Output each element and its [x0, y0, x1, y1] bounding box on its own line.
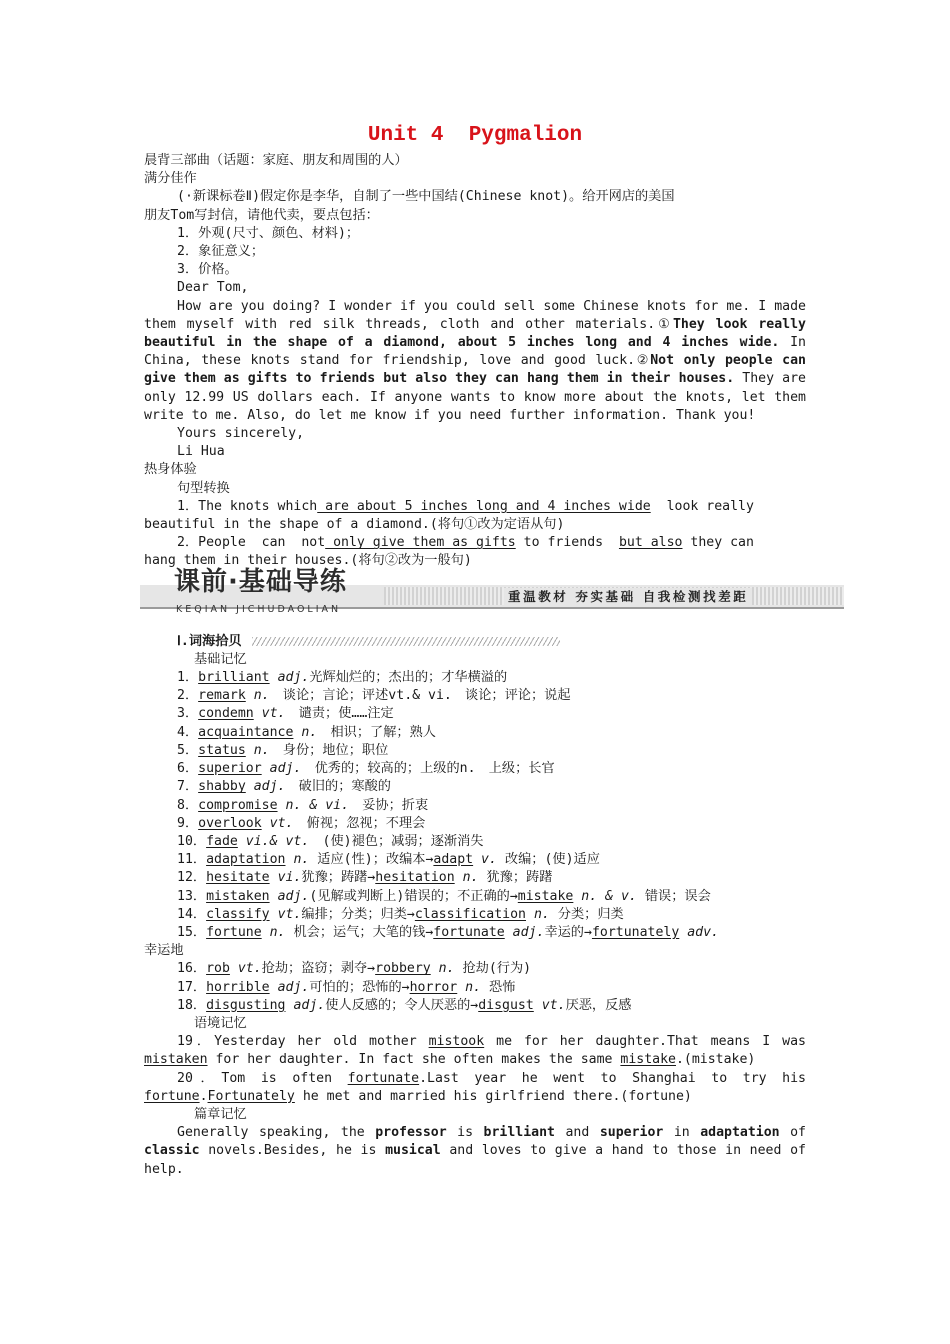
item-number: 14． [177, 906, 207, 922]
vocab-word: remark [198, 688, 246, 704]
item-number: 11． [177, 852, 207, 868]
part-of-speech: n. [457, 979, 482, 995]
derived-word: adapt [433, 852, 474, 868]
letter-signature: Li Hua [177, 444, 225, 460]
warmup-heading: 热身体验 [144, 462, 197, 478]
vocab-item [144, 815, 806, 833]
letter-key-sentence-2: Not only people can give them as gifts to friends but also they can hang them in their houses. [144, 353, 806, 387]
definition: 机会；运气；大笔的钱→ [285, 924, 434, 940]
definition: 优秀的；较高的；上级的n. 上级；长官 [301, 761, 555, 777]
derived-word: horror [409, 979, 458, 995]
vocab-item [144, 687, 806, 705]
item-number: 9． [177, 815, 199, 831]
section-banner [140, 566, 844, 623]
vocab-word: shabby [198, 779, 246, 795]
vocab-word: mistaken [206, 888, 270, 904]
warmup-subheading: 句型转换 [177, 480, 230, 496]
key-word: brilliant [483, 1125, 555, 1141]
part-of-speech: vt. [277, 906, 302, 922]
letter-closing: Yours sincerely, [177, 426, 305, 442]
part-of-speech: vt. [533, 997, 566, 1013]
item-number: 16． [177, 961, 207, 977]
letter-text: They are only 12.99 US dollars each. If anyone wants to know more about the knots, let them write to me. Also, do let me know if you need further information. Thank you! [144, 371, 806, 423]
part-of-speech: n. [269, 924, 286, 940]
item-number: 10． [177, 833, 207, 849]
vocab-word: hesitate [206, 870, 270, 886]
part-of-speech: n. [293, 852, 310, 868]
vocab-word: classify [206, 906, 270, 922]
answer-word: Fortunately [207, 1088, 295, 1104]
derived-word: fortunately [591, 924, 680, 940]
item-number: 4． [177, 724, 199, 740]
letter-text: How are you doing? I wonder if you could sell some Chinese knots for me. I made them myself with red silk threads, cloth and other materials.① [144, 298, 806, 332]
part-of-speech: vi.& vt. [245, 833, 310, 849]
vocab-item-continuation: 幸运地 [144, 943, 184, 959]
definition: 破旧的；寒酸的 [285, 779, 391, 795]
context-sentence-19 [144, 1033, 806, 1069]
vocab-word: disgusting [206, 997, 286, 1013]
exercise-1-line-2: beautiful in the shape of a diamond.(将句①改为定语从句) [144, 517, 565, 533]
definition: 厌恶，反感 [565, 997, 632, 1013]
sentence-text: me for her daughter.That means I was [484, 1034, 807, 1050]
item-number: 12． [177, 870, 207, 886]
answer-word: fortunate [347, 1070, 420, 1086]
letter-greeting: Dear Tom, [177, 280, 249, 296]
passage-text: novels.Besides, he is [199, 1143, 386, 1159]
answer-word: mistake [620, 1052, 676, 1068]
vocab-word: compromise [198, 797, 278, 813]
part-of-speech: adj. [253, 779, 286, 795]
vocab-item [144, 869, 806, 887]
exercise-text: 2．People can not [177, 535, 326, 551]
vocab-item [144, 705, 806, 723]
hatch-divider [252, 637, 560, 646]
part-of-speech: adj. [269, 761, 302, 777]
vocab-word: acquaintance [198, 724, 294, 740]
part-of-speech: adj. [293, 997, 326, 1013]
exercise-answer: are about 5 inches long and 4 inches wide [317, 498, 651, 514]
sentence-text: he met and married his girlfriend there.(fortune) [294, 1088, 692, 1104]
exercise-text: 1．The knots which [177, 498, 318, 514]
derived-word: fortunate [433, 924, 505, 940]
part-of-speech: n. [430, 961, 455, 977]
passage-text: and [555, 1125, 600, 1141]
derived-word: disgust [478, 997, 534, 1013]
definition: 犹豫；踌躇→ [301, 870, 376, 886]
vocab-word: condemn [198, 706, 254, 722]
key-word: adaptation [700, 1125, 780, 1141]
vocab-item [144, 669, 806, 687]
vocab-item [144, 724, 806, 742]
key-word: superior [599, 1125, 664, 1141]
vocab-subheading-context: 语境记忆 [194, 1015, 247, 1031]
definition: 妥协；折衷 [349, 797, 429, 813]
part-of-speech: n. [454, 870, 479, 886]
part-of-speech: n. [301, 724, 318, 740]
item-number: 18． [177, 997, 207, 1013]
derived-word: hesitation [375, 870, 455, 886]
context-sentence-20 [144, 1070, 806, 1106]
sentence-text: 19．Yesterday her old mother [177, 1034, 429, 1050]
derived-word: classification [414, 906, 526, 922]
letter-key-sentence-1: They look really beautiful in the shape of a diamond, about 5 inches long and 4 inches wide. [144, 316, 806, 351]
item-number: 17． [177, 979, 207, 995]
document-page [144, 122, 806, 1179]
definition: 可怕的；恐怖的→ [309, 979, 410, 995]
definition: 抢劫；盗窃；剥夺→ [261, 961, 376, 977]
passage-text: in [663, 1125, 701, 1141]
exercise-text: to friends [515, 535, 619, 551]
definition: 编排；分类；归类→ [301, 906, 415, 922]
item-number: 8． [177, 797, 199, 813]
definition: 改编；(使)适应 [496, 852, 600, 868]
vocab-item [144, 797, 806, 815]
item-number: 3． [177, 706, 199, 722]
item-number: 5． [177, 742, 199, 758]
sentence-text: .Last year he went to Shanghai to try his [419, 1070, 806, 1086]
vocab-subheading-basic: 基础记忆 [194, 651, 247, 667]
passage-text: of [779, 1125, 806, 1141]
exercise-answer: but also [618, 535, 683, 551]
definition: (使)褪色；减弱；逐渐消失 [309, 833, 484, 849]
vocab-word: rob [206, 961, 230, 977]
banner-pinyin: KEQIAN JICHUDAOLIAN [176, 603, 342, 615]
item-number: 1． [177, 670, 199, 686]
passage-text: and loves to give a hand to those in need of help. [144, 1143, 806, 1177]
definition: 犹豫；踌躇 [478, 870, 553, 886]
definition: 使人反感的；令人厌恶的→ [325, 997, 479, 1013]
vocab-item [144, 833, 806, 851]
vocab-word: superior [198, 761, 262, 777]
vocab-word: fortune [206, 924, 262, 940]
definition: 抢劫(行为) [454, 961, 532, 977]
exercise-answer: only give them as gifts [325, 535, 516, 551]
item-number: 13． [177, 888, 207, 904]
letter-text: In China, these knots stand for friendship, love and good luck.② [144, 335, 806, 369]
point-item: 3．价格。 [177, 262, 238, 278]
definition: 俯视；忽视；不理会 [293, 815, 426, 831]
derived-word: mistake [517, 888, 574, 904]
vocab-item [144, 960, 806, 978]
definition: 身份；地位；职位 [269, 742, 389, 758]
vocab-word: adaptation [206, 852, 286, 868]
task-line-2: 朋友Tom写封信，请他代卖，要点包括： [144, 207, 379, 223]
exercise-2 [144, 534, 806, 552]
part-of-speech: n. & v. [573, 888, 637, 904]
definition: 谴责；使……注定 [285, 706, 394, 722]
item-number: 7． [177, 779, 199, 795]
vocab-item [144, 997, 806, 1015]
vocab-subheading-passage: 篇章记忆 [194, 1106, 247, 1122]
part-of-speech: n. & vi. [285, 797, 350, 813]
banner-title: 课前·基础导练 [174, 566, 347, 597]
definition: 适应(性)；改编本→ [309, 852, 434, 868]
sentence-text: . [199, 1088, 208, 1104]
key-word: classic [144, 1143, 200, 1159]
answer-word: fortune [144, 1088, 200, 1104]
answer-word: mistaken [144, 1052, 208, 1068]
vocab-word: overlook [198, 815, 262, 831]
vocab-word: brilliant [198, 670, 270, 686]
vocab-item [144, 742, 806, 760]
vocab-section-label: Ⅰ.词海拾贝 [177, 633, 242, 649]
part-of-speech: n. [253, 742, 270, 758]
part-of-speech: vt. [261, 706, 286, 722]
part-of-speech: vt. [269, 815, 294, 831]
vocab-item [144, 906, 806, 924]
definition: 恐怖 [481, 979, 516, 995]
definition: 幸运的→ [544, 924, 592, 940]
point-item: 2．象征意义； [177, 244, 265, 260]
sentence-text: .(mistake) [675, 1052, 756, 1068]
vocab-word: horrible [206, 979, 270, 995]
passage-text: is [446, 1125, 484, 1141]
part-of-speech: adj. [277, 888, 310, 904]
vocab-item [144, 778, 806, 796]
sentence-text: for her daughter. In fact she often makes the same [207, 1052, 621, 1068]
vocab-item [144, 979, 806, 997]
intro-subheading: 满分佳作 [144, 171, 197, 187]
part-of-speech: vi. [277, 870, 302, 886]
item-number: 6． [177, 761, 199, 777]
part-of-speech: adj. [277, 979, 310, 995]
letter-body [144, 298, 806, 425]
vocab-section-heading [144, 633, 806, 651]
definition: (见解或判断上)错误的；不正确的→ [309, 888, 518, 904]
banner-slogan: 重温教材 夯实基础 自我检测找差距 [504, 588, 752, 606]
vocab-item [144, 924, 806, 942]
definition: 谈论；言论；评述vt.& vi. 谈论；评论；说起 [269, 688, 571, 704]
answer-word: mistook [428, 1034, 485, 1050]
vocab-item [144, 760, 806, 778]
part-of-speech: vt. [237, 961, 262, 977]
key-word: professor [375, 1125, 447, 1141]
vocab-word: status [198, 742, 246, 758]
exercise-2-line-2: hang them in their houses.(将句②改为一般句) [144, 553, 472, 569]
exercise-text: look really [650, 498, 754, 514]
definition: 错误；误会 [636, 888, 711, 904]
vocab-item [144, 851, 806, 869]
part-of-speech: n. [253, 688, 270, 704]
exercise-text: they can [682, 535, 754, 551]
passage-paragraph [144, 1124, 806, 1179]
definition: 光辉灿烂的；杰出的；才华横溢的 [309, 670, 508, 686]
item-number: 2． [177, 688, 199, 704]
definition: 相识；了解；熟人 [317, 724, 436, 740]
intro-heading: 晨背三部曲（话题：家庭、朋友和周围的人） [144, 153, 408, 168]
derived-word: robbery [375, 961, 431, 977]
part-of-speech: adj. [504, 924, 545, 940]
passage-text: Generally speaking, the [177, 1125, 376, 1141]
vocab-word: fade [206, 833, 238, 849]
part-of-speech: n. [526, 906, 550, 922]
exercise-1 [144, 498, 806, 516]
vocab-list-basic [144, 669, 806, 1015]
part-of-speech: adj. [277, 670, 310, 686]
part-of-speech: adv. [679, 924, 719, 940]
point-item: 1．外观(尺寸、颜色、材料)； [177, 225, 360, 241]
task-line-1: (·新课标卷Ⅱ)假定你是李华，自制了一些中国结(Chinese knot)。给开网店的美国 [177, 189, 675, 205]
part-of-speech: v. [473, 852, 497, 868]
vocab-item [144, 888, 806, 906]
sentence-text: 20．Tom is often [177, 1070, 348, 1086]
definition: 分类；归类 [549, 906, 624, 922]
key-word: musical [385, 1143, 441, 1159]
page-title: Unit 4 Pygmalion [367, 124, 583, 147]
item-number: 15． [177, 924, 207, 940]
